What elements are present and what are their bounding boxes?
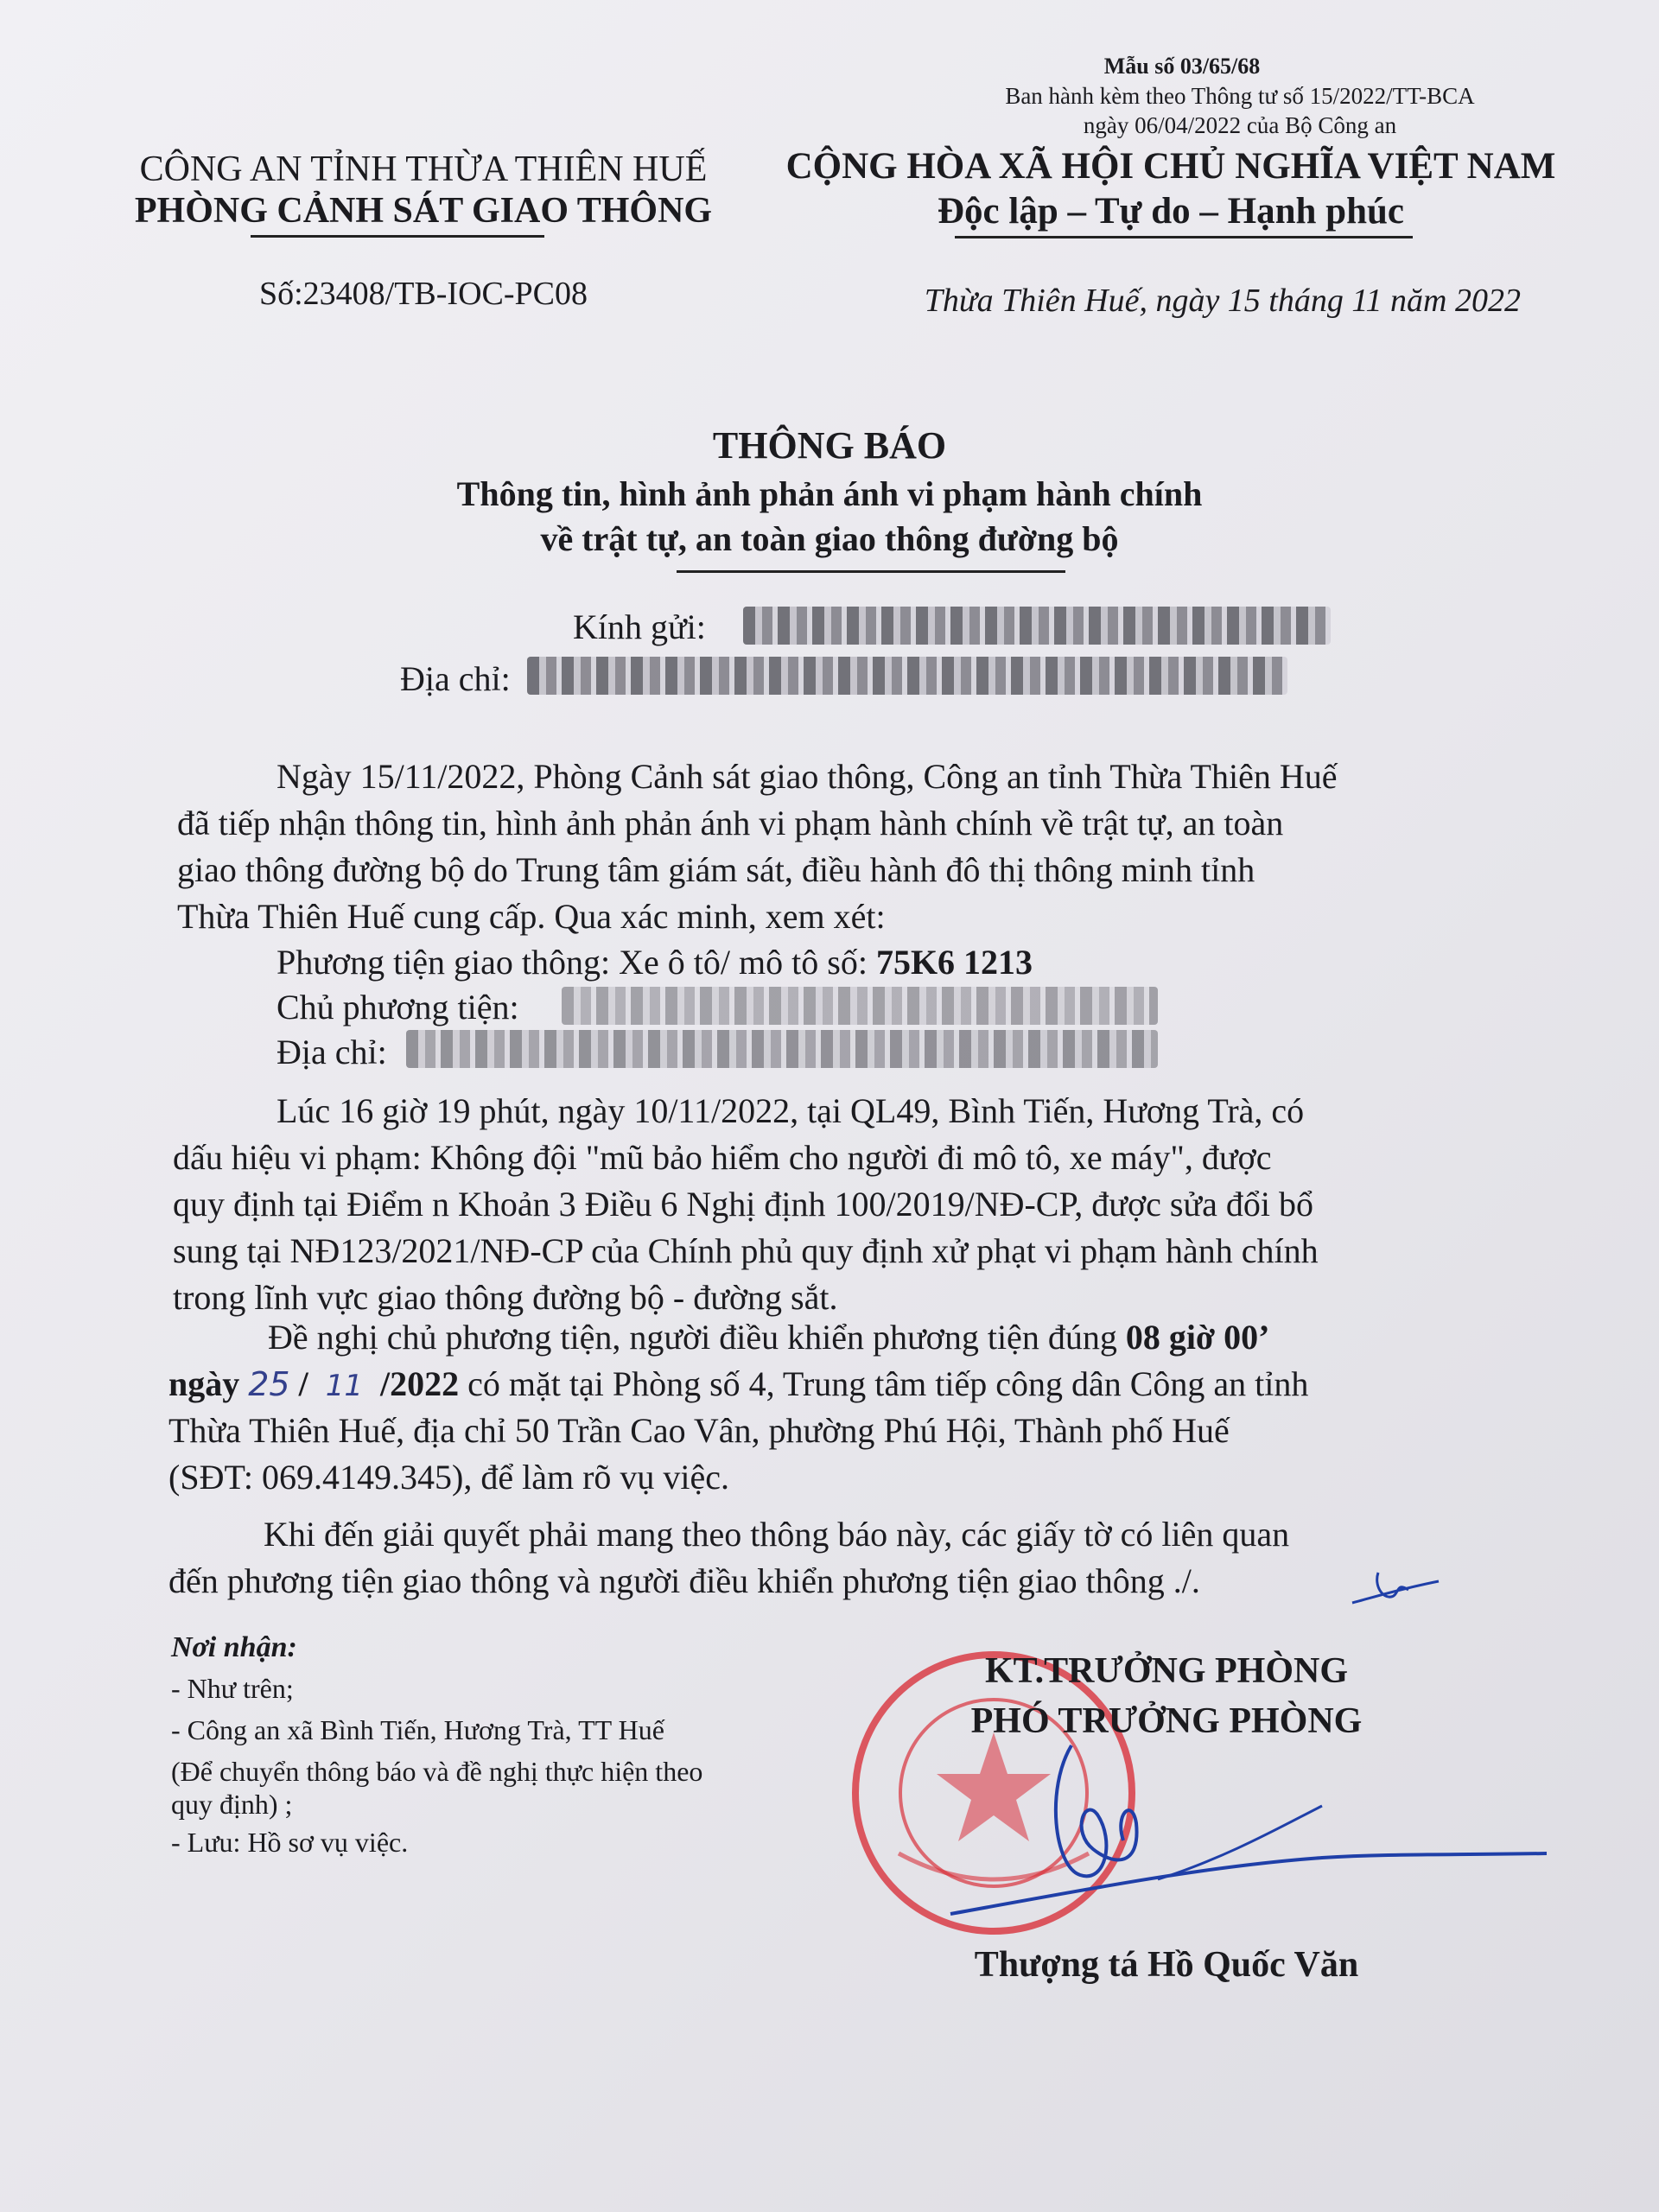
body-p3-line4: (SĐT: 069.4149.345), để làm rõ vụ việc.	[168, 1458, 730, 1497]
place-date: Thừa Thiên Huế, ngày 15 tháng 11 năm 2022	[924, 283, 1521, 319]
redacted-recipient	[743, 607, 1331, 645]
document-subtitle-line2: về trật tự, an toàn giao thông đường bộ	[540, 519, 1119, 558]
agency-underline	[251, 235, 544, 238]
nation-name: CỘNG HÒA XÃ HỘI CHỦ NGHĨA VIỆT NAM	[785, 146, 1556, 187]
body-p3-line2-text: có mặt tại Phòng số 4, Trung tâm tiếp công dân Công an tỉnh	[467, 1364, 1309, 1403]
recipient-label: Kính gửi:	[573, 607, 706, 646]
form-issued-date: ngày 06/04/2022 của Bộ Công an	[1083, 112, 1397, 138]
recipient-item: quy định) ;	[171, 1789, 293, 1820]
national-motto: Độc lập – Tự do – Hạnh phúc	[938, 191, 1404, 232]
body-p2-line5: trong lĩnh vực giao thông đường bộ - đường sắt.	[173, 1278, 838, 1317]
body-p3-line1	[268, 1317, 1269, 1357]
recipient-address-label: Địa chỉ:	[400, 659, 511, 698]
form-number: Mẫu số 03/65/68	[1103, 54, 1261, 79]
form-issued-with: Ban hành kèm theo Thông tư số 15/2022/TT-BCA	[1005, 83, 1475, 109]
document-title: THÔNG BÁO	[712, 424, 947, 467]
owner-address-label: Địa chỉ:	[276, 1033, 387, 1071]
date-slash: /	[298, 1364, 308, 1403]
body-p1-line1: Ngày 15/11/2022, Phòng Cảnh sát giao thông, Công an tỉnh Thừa Thiên Huế	[276, 757, 1338, 796]
handwritten-signature	[942, 1737, 1564, 1936]
redacted-recipient-address	[527, 657, 1287, 695]
subtitle-underline	[677, 570, 1065, 573]
motto-underline	[955, 236, 1413, 238]
signer-name: Thượng tá Hồ Quốc Văn	[974, 1945, 1359, 1985]
recipient-item: - Công an xã Bình Tiến, Hương Trà, TT Huế	[171, 1714, 664, 1745]
recipient-item: - Lưu: Hồ sơ vụ việc.	[171, 1827, 409, 1858]
redacted-owner-address	[406, 1030, 1158, 1068]
body-p2-line3: quy định tại Điểm n Khoản 3 Điều 6 Nghị định 100/2019/NĐ-CP, được sửa đổi bổ	[173, 1185, 1313, 1224]
appointment-date-label: ngày	[168, 1364, 240, 1403]
body-p2-line4: sung tại NĐ123/2021/NĐ-CP của Chính phủ quy định xử phạt vi phạm hành chính	[173, 1231, 1319, 1270]
body-p4-line2: đến phương tiện giao thông và người điều khiển phương tiện giao thông ./.	[168, 1561, 1200, 1600]
body-p1-line4: Thừa Thiên Huế cung cấp. Qua xác minh, xem xét:	[177, 897, 886, 936]
agency-name: PHÒNG CẢNH SÁT GIAO THÔNG	[134, 191, 713, 231]
handwritten-day: 25	[248, 1365, 290, 1403]
owner-label: Chủ phương tiện:	[276, 988, 519, 1027]
body-p3-line2	[168, 1363, 1308, 1404]
recipients-heading: Nơi nhận:	[171, 1631, 297, 1663]
body-p3-text: Đề nghị chủ phương tiện, người điều khiển phương tiện đúng	[268, 1318, 1117, 1357]
signature-title-2: PHÓ TRƯỞNG PHÒNG	[970, 1701, 1363, 1741]
appointment-time: 08 giờ 00’	[1125, 1318, 1270, 1357]
agency-parent: CÔNG AN TỈNH THỪA THIÊN HUẾ	[139, 149, 708, 189]
handwritten-month: 11	[325, 1369, 363, 1403]
signature-title-1: KT.TRƯỞNG PHÒNG	[985, 1651, 1348, 1691]
body-p2-line2: dấu hiệu vi phạm: Không đội "mũ bảo hiểm cho người đi mô tô, xe máy", được	[173, 1138, 1272, 1177]
body-p1-line2: đã tiếp nhận thông tin, hình ảnh phản ánh vi phạm hành chính về trật tự, an toàn	[177, 804, 1284, 842]
vehicle-label: Phương tiện giao thông: Xe ô tô/ mô tô số:	[276, 943, 868, 982]
recipient-item: (Để chuyển thông báo và đề nghị thực hiện theo	[171, 1756, 703, 1787]
body-p3-line3: Thừa Thiên Huế, địa chỉ 50 Trần Cao Vân, phường Phú Hội, Thành phố Huế	[168, 1411, 1230, 1450]
body-p2-line1: Lúc 16 giờ 19 phút, ngày 10/11/2022, tại QL49, Bình Tiến, Hương Trà, có	[276, 1091, 1305, 1130]
document-subtitle-line1: Thông tin, hình ảnh phản ánh vi phạm hành chính	[456, 474, 1203, 513]
recipient-item: - Như trên;	[171, 1673, 294, 1704]
vehicle-plate: 75K6 1213	[875, 943, 1033, 982]
document-number: Số:23408/TB-IOC-PC08	[258, 276, 588, 312]
initials-mark	[1344, 1564, 1447, 1616]
redacted-owner-name	[562, 987, 1158, 1025]
appointment-year: /2022	[380, 1364, 460, 1403]
body-p4-line1: Khi đến giải quyết phải mang theo thông báo này, các giấy tờ có liên quan	[264, 1515, 1290, 1554]
body-p1-line3: giao thông đường bộ do Trung tâm giám sát, điều hành đô thị thông minh tỉnh	[177, 850, 1255, 889]
vehicle-line	[276, 942, 1033, 982]
